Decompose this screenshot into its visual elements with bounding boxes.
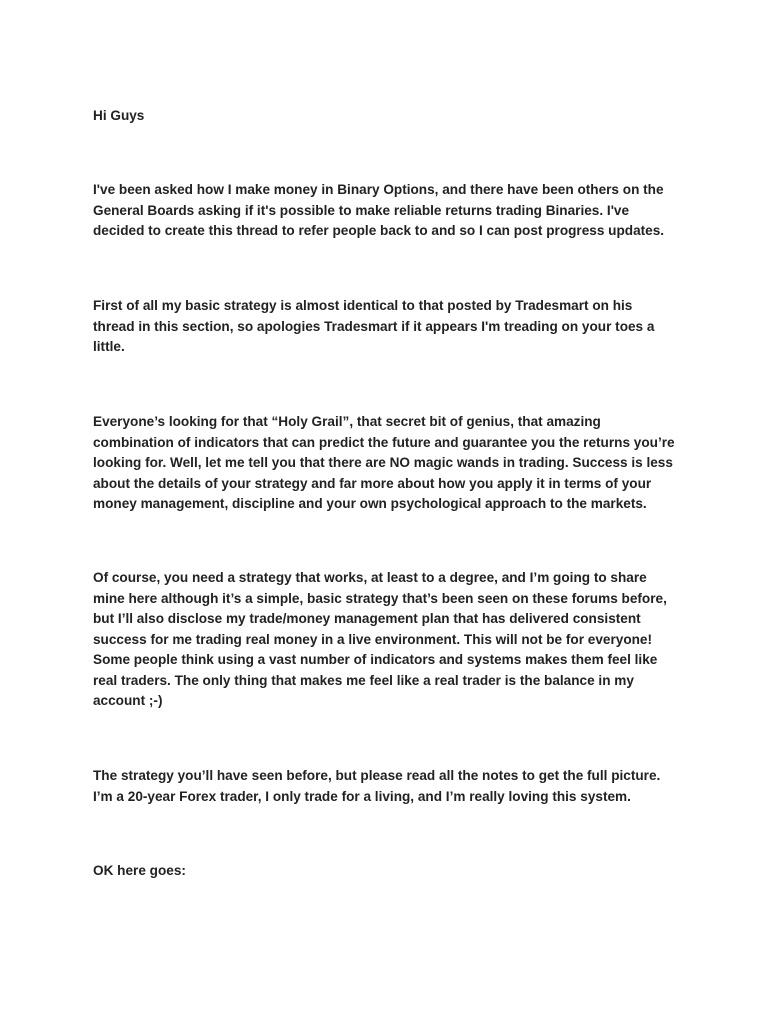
paragraph-line: Of course, you need a strategy that works, at least to a degree, and I’m going to share bbox=[93, 570, 647, 585]
paragraph-basic-strategy bbox=[93, 296, 683, 358]
paragraph-forex-trader bbox=[93, 766, 683, 807]
paragraph-intro bbox=[93, 180, 683, 242]
paragraph-line: Some people think using a vast number of indicators and systems makes them feel like bbox=[93, 652, 658, 667]
paragraph-line: General Boards asking if it's possible to make reliable returns trading Binaries. I've bbox=[93, 202, 630, 218]
paragraph-line: money management, discipline and your own psychological approach to the markets. bbox=[93, 496, 647, 511]
closing-text: OK here goes: bbox=[93, 863, 186, 878]
paragraph-line: real traders. The only thing that makes me feel like a real trader is the balance in my bbox=[93, 672, 634, 688]
paragraph-line: little. bbox=[93, 339, 125, 354]
paragraph-line: I’m a 20-year Forex trader, I only trade for a living, and I’m really loving this system. bbox=[93, 788, 631, 804]
paragraph-line: The strategy you’ll have seen before, but please read all the notes to get the full picture. bbox=[93, 768, 661, 783]
paragraph-line: looking for. Well, let me tell you that there are NO magic wands in trading. Success is less bbox=[93, 455, 673, 470]
paragraph-line: mine here although it’s a simple, basic strategy that’s been seen on these forums before, bbox=[93, 590, 667, 606]
paragraph-line: success for me trading real money in a live environment. This will not be for everyone! bbox=[93, 631, 653, 647]
paragraph-line: combination of indicators that can predict the future and guarantee you the returns you’re bbox=[93, 434, 675, 450]
paragraph-line: I've been asked how I make money in Binary Options, and there have been others on the bbox=[93, 182, 664, 197]
paragraph-line: account ;-) bbox=[93, 693, 163, 708]
paragraph-line: but I’ll also disclose my trade/money management plan that has delivered consistent bbox=[93, 611, 641, 626]
paragraph-line: First of all my basic strategy is almost identical to that posted by Tradesmart on his bbox=[93, 298, 633, 313]
paragraph-line: decided to create this thread to refer people back to and so I can post progress updates. bbox=[93, 223, 665, 238]
paragraph-line: Everyone’s looking for that “Holy Grail”, that secret bit of genius, that amazing bbox=[93, 414, 601, 429]
paragraph-line: thread in this section, so apologies Tradesmart if it appears I'm treading on your toes a bbox=[93, 318, 655, 334]
paragraph-strategy-share bbox=[93, 568, 683, 712]
paragraph-holy-grail bbox=[93, 412, 683, 515]
greeting-text: Hi Guys bbox=[93, 108, 145, 123]
paragraph-line: about the details of your strategy and far more about how you apply it in terms of your bbox=[93, 475, 652, 491]
